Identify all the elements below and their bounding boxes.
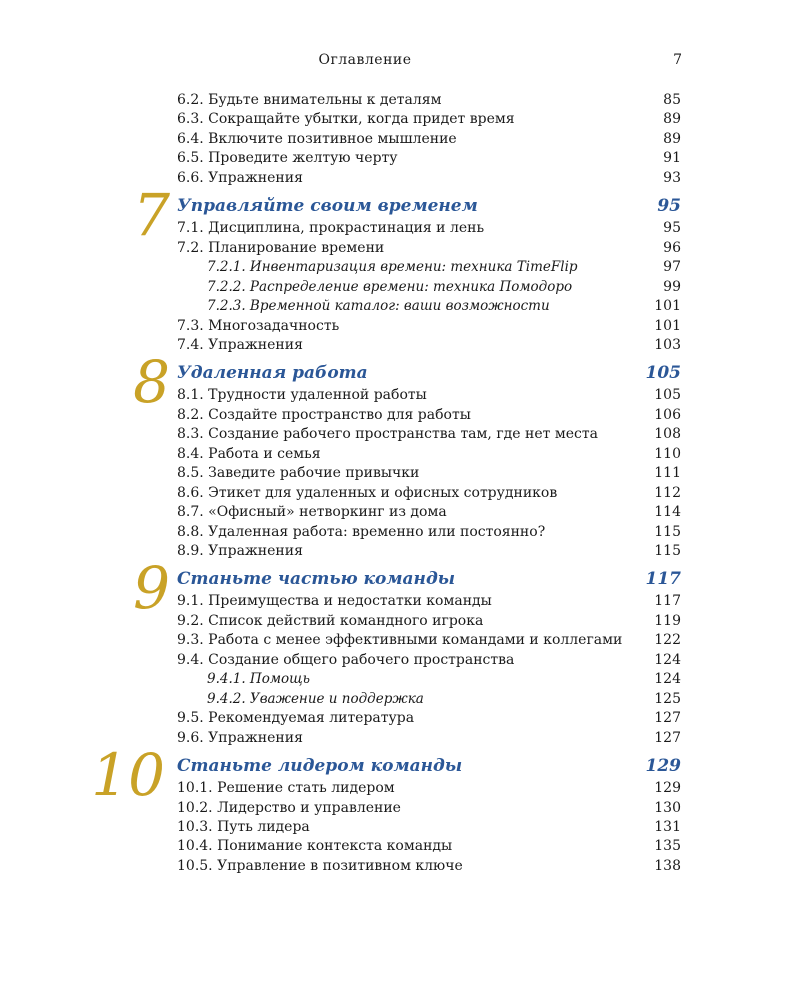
toc-subsection-entry[interactable]: [177, 277, 681, 297]
toc-section-entry[interactable]: [177, 522, 681, 542]
toc-entry-page: 122: [654, 632, 681, 649]
toc-section-entry[interactable]: [177, 168, 681, 188]
toc-entry-title: 10.2. Лидерство и управление: [177, 799, 401, 816]
toc-entry-page: 101: [654, 317, 681, 334]
toc-entry-page: 131: [654, 818, 681, 835]
toc-section-entry[interactable]: [177, 335, 681, 355]
toc-entry-page: 135: [654, 838, 681, 855]
toc-subsection-entry[interactable]: [177, 296, 681, 316]
toc-entry-page: 97: [663, 259, 681, 276]
toc-section-entry[interactable]: [177, 836, 681, 856]
toc-entry-page: 115: [654, 523, 681, 540]
running-header-title: Оглавление: [318, 52, 412, 68]
toc-section-entry[interactable]: [177, 856, 681, 876]
toc-entry-page: 96: [663, 239, 681, 256]
toc-entry-page: 85: [663, 92, 681, 108]
toc-entry-title: Управляйте своим временем: [177, 196, 478, 217]
toc-entry-title: 9.4. Создание общего рабочего пространства: [177, 651, 515, 668]
toc-entry-title: 8.2. Создайте пространство для работы: [177, 406, 471, 423]
toc-entry-page: 91: [663, 150, 681, 167]
toc-entry-page: 93: [663, 169, 681, 186]
toc-section-entry[interactable]: [177, 218, 681, 238]
toc-entry-page: 119: [654, 612, 681, 629]
toc-entry-page: 124: [654, 651, 681, 668]
toc-entry-page: 110: [654, 445, 681, 462]
toc-subsection-entry[interactable]: [177, 669, 681, 689]
toc-entry-title: 6.4. Включите позитивное мышление: [177, 130, 457, 147]
toc-section-entry[interactable]: [177, 90, 681, 110]
toc-entry-title: 10.5. Управление в позитивном ключе: [177, 857, 463, 874]
toc-entry-title: 8.1. Трудности удаленной работы: [177, 387, 427, 404]
toc-entry-title: 6.6. Упражнения: [177, 169, 303, 186]
toc-section-entry[interactable]: [177, 728, 681, 748]
toc-entry-title: 6.2. Будьте внимательны к деталям: [177, 92, 442, 108]
toc-section-entry[interactable]: [177, 109, 681, 129]
toc-entry-title: Станьте частью команды: [177, 569, 456, 590]
toc-entry-page: 117: [645, 569, 681, 590]
toc-entry-title: 9.4.1. Помощь: [207, 671, 311, 688]
toc-entry-title: 10.3. Путь лидера: [177, 818, 310, 835]
toc-entry-page: 125: [654, 690, 681, 707]
toc-entry-page: 101: [654, 298, 681, 315]
toc-entry-page: 138: [654, 857, 681, 874]
toc-entry-page: 106: [654, 406, 681, 423]
toc-section-entry[interactable]: [177, 238, 681, 258]
chapter-number: 7: [133, 181, 170, 250]
toc-subsection-entry[interactable]: [177, 689, 681, 709]
toc-entry-page: 108: [654, 426, 681, 443]
toc-entry-title: 8.8. Удаленная работа: временно или постоянно?: [177, 523, 546, 540]
toc-section-entry[interactable]: [177, 650, 681, 670]
toc-entry-title: 9.1. Преимущества и недостатки команды: [177, 593, 492, 610]
toc-chapter-entry[interactable]: [177, 566, 681, 592]
toc-entry-page: 112: [654, 484, 681, 501]
toc-section-entry[interactable]: [177, 316, 681, 336]
toc-entry-title: 10.4. Понимание контекста команды: [177, 838, 453, 855]
toc-entry-page: 89: [663, 130, 681, 147]
toc-section-entry[interactable]: [177, 148, 681, 168]
toc-entry-title: 8.3. Создание рабочего пространства там, где нет места: [177, 426, 598, 443]
toc-entry-title: 9.4.2. Уважение и поддержка: [207, 690, 424, 707]
toc-section-entry[interactable]: [177, 541, 681, 561]
toc-subsection-entry[interactable]: [177, 257, 681, 277]
toc-entry-page: 117: [654, 593, 681, 610]
toc-section-entry[interactable]: [177, 444, 681, 464]
toc-entry-page: 130: [654, 799, 681, 816]
toc-entry-title: 7.1. Дисциплина, прокрастинация и лень: [177, 220, 485, 237]
toc-entry-page: 124: [654, 671, 681, 688]
toc-section-entry[interactable]: [177, 611, 681, 631]
toc-entry-page: 105: [654, 387, 681, 404]
toc-entry-page: 99: [663, 278, 681, 295]
toc-entry-page: 103: [654, 336, 681, 353]
toc-section-entry[interactable]: [177, 405, 681, 425]
toc-chapter-entry[interactable]: [177, 193, 681, 219]
toc-entry-title: 8.9. Упражнения: [177, 543, 303, 559]
toc-entry-page: 89: [663, 111, 681, 128]
toc-entry-page: 105: [645, 363, 681, 384]
toc-entry-title: 7.2.1. Инвентаризация времени: техника TimeFlip: [207, 259, 578, 276]
toc-entry-title: 7.2. Планирование времени: [177, 239, 385, 256]
toc-entry-page: 127: [654, 729, 681, 746]
toc-entry-title: 8.4. Работа и семья: [177, 445, 321, 462]
toc-section-entry[interactable]: [177, 385, 681, 405]
toc-entry-page: 129: [654, 780, 681, 797]
toc-entry-title: Станьте лидером команды: [177, 756, 463, 777]
toc-section-entry[interactable]: [177, 817, 681, 837]
toc-entry-title: 7.2.2. Распределение времени: техника Помодоро: [207, 278, 573, 295]
toc-entry-title: 6.5. Проведите желтую черту: [177, 150, 398, 167]
toc-entry-title: 9.5. Рекомендуемая литература: [177, 710, 415, 727]
toc-entry-title: 8.7. «Офисный» нетворкинг из дома: [177, 504, 447, 521]
toc-entry-title: 7.4. Упражнения: [177, 336, 303, 353]
toc-entry-title: 10.1. Решение стать лидером: [177, 780, 395, 797]
toc-section-entry[interactable]: [177, 483, 681, 503]
chapter-number: 8: [133, 348, 170, 417]
toc-section-entry[interactable]: [177, 798, 681, 818]
toc-section-entry[interactable]: [177, 708, 681, 728]
toc-section-entry[interactable]: [177, 129, 681, 149]
toc-section-entry[interactable]: [177, 591, 681, 611]
toc-entry-title: 8.5. Заведите рабочие привычки: [177, 465, 420, 482]
toc-section-entry[interactable]: [177, 424, 681, 444]
toc-entry-page: 111: [654, 465, 681, 482]
toc-entry-page: 114: [654, 504, 681, 521]
toc-entry-title: 9.6. Упражнения: [177, 729, 303, 746]
toc-entry-title: Удаленная работа: [177, 363, 368, 384]
toc-section-entry[interactable]: [177, 463, 681, 483]
toc-entry-title: 9.3. Работа с менее эффективными командами и коллегами: [177, 632, 623, 649]
chapter-number: 10: [91, 741, 165, 810]
toc-entry-page: 95: [663, 220, 681, 237]
toc-section-entry[interactable]: [177, 630, 681, 650]
toc-section-entry[interactable]: [177, 778, 681, 798]
running-header-page-number: 7: [673, 52, 682, 68]
toc-entry-title: 9.2. Список действий командного игрока: [177, 612, 484, 629]
toc-entry-title: 8.6. Этикет для удаленных и офисных сотрудников: [177, 484, 558, 501]
toc-entry-page: 129: [645, 756, 681, 777]
toc-entry-title: 7.3. Многозадачность: [177, 317, 340, 334]
toc-entry-page: 127: [654, 710, 681, 727]
chapter-number: 9: [133, 554, 170, 623]
toc-section-entry[interactable]: [177, 502, 681, 522]
toc-entry-title: 7.2.3. Временной каталог: ваши возможности: [207, 298, 550, 315]
toc-chapter-entry[interactable]: [177, 360, 681, 386]
toc-entry-page: 115: [654, 543, 681, 559]
toc-entry-page: 95: [657, 196, 681, 217]
toc-chapter-entry[interactable]: [177, 753, 681, 779]
toc-entry-title: 6.3. Сокращайте убытки, когда придет время: [177, 111, 515, 128]
